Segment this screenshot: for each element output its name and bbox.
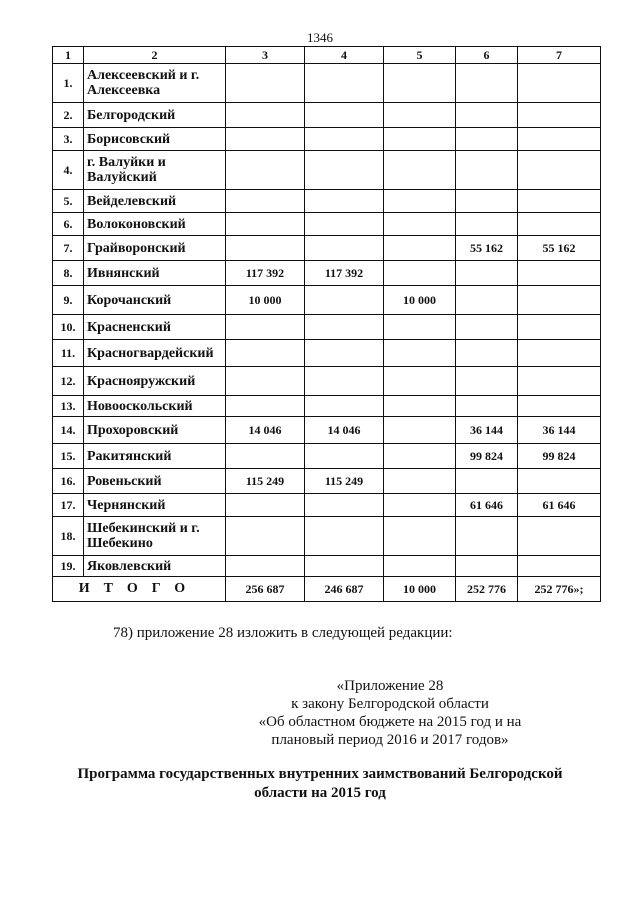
value-cell: 10 000 <box>226 286 305 315</box>
value-cell <box>384 151 456 190</box>
value-cell <box>305 315 384 340</box>
appendix-line: «Об областном бюджете на 2015 год и на <box>258 714 522 730</box>
column-header: 5 <box>384 47 456 64</box>
value-cell <box>384 190 456 213</box>
value-cell <box>305 494 384 517</box>
value-cell: 14 046 <box>226 417 305 444</box>
value-cell <box>384 340 456 367</box>
value-cell <box>456 151 518 190</box>
value-cell <box>305 213 384 236</box>
value-cell <box>384 469 456 494</box>
value-cell <box>305 286 384 315</box>
district-name: Яковлевский <box>84 556 226 577</box>
value-cell <box>518 190 601 213</box>
district-name: Белгородский <box>84 103 226 128</box>
value-cell <box>305 367 384 396</box>
value-cell <box>305 151 384 190</box>
district-name: Ровеньский <box>84 469 226 494</box>
district-name: Вейделевский <box>84 190 226 213</box>
district-name: Шебекинский и г. Шебекино <box>84 517 226 556</box>
column-header: 3 <box>226 47 305 64</box>
value-cell: 55 162 <box>518 236 601 261</box>
table-row <box>53 128 601 151</box>
appendix-line: к закону Белгородской области <box>291 696 489 712</box>
table-row <box>53 556 601 577</box>
table-row <box>53 190 601 213</box>
row-number: 19. <box>53 556 84 577</box>
value-cell <box>384 128 456 151</box>
row-number: 10. <box>53 315 84 340</box>
value-cell <box>384 213 456 236</box>
value-cell <box>456 103 518 128</box>
row-number: 5. <box>53 190 84 213</box>
value-cell: 61 646 <box>518 494 601 517</box>
value-cell <box>456 367 518 396</box>
column-header: 1 <box>53 47 84 64</box>
row-number: 1. <box>53 64 84 103</box>
value-cell <box>518 128 601 151</box>
value-cell <box>226 396 305 417</box>
value-cell: 117 392 <box>226 261 305 286</box>
table-row <box>53 315 601 340</box>
district-name: Краснояружский <box>84 367 226 396</box>
value-cell <box>456 315 518 340</box>
value-cell <box>518 396 601 417</box>
value-cell <box>226 151 305 190</box>
district-name: Алексеевский и г. Алексеевка <box>84 64 226 103</box>
table-row <box>53 444 601 469</box>
program-title <box>60 765 580 803</box>
district-name: г. Валуйки и Валуйский <box>84 151 226 190</box>
value-cell <box>456 261 518 286</box>
value-cell <box>518 286 601 315</box>
value-cell <box>305 103 384 128</box>
table-row <box>53 396 601 417</box>
row-number: 18. <box>53 517 84 556</box>
value-cell: 36 144 <box>518 417 601 444</box>
total-cell: 252 776»; <box>518 577 601 602</box>
value-cell <box>226 128 305 151</box>
district-name: Ивнянский <box>84 261 226 286</box>
program-title-line: области на 2015 год <box>254 785 386 801</box>
total-cell: 10 000 <box>384 577 456 602</box>
value-cell <box>305 64 384 103</box>
row-number: 3. <box>53 128 84 151</box>
districts-table <box>52 46 601 602</box>
district-name: Волоконовский <box>84 213 226 236</box>
appendix-line: плановый период 2016 и 2017 годов» <box>271 732 509 748</box>
district-name: Красногвардейский <box>84 340 226 367</box>
value-cell <box>518 261 601 286</box>
value-cell <box>226 444 305 469</box>
total-label: ИТОГО <box>53 577 226 602</box>
value-cell <box>226 494 305 517</box>
table-row <box>53 417 601 444</box>
value-cell <box>384 367 456 396</box>
district-name: Корочанский <box>84 286 226 315</box>
row-number: 12. <box>53 367 84 396</box>
total-cell: 252 776 <box>456 577 518 602</box>
value-cell <box>456 396 518 417</box>
value-cell <box>384 444 456 469</box>
value-cell <box>456 64 518 103</box>
table-row <box>53 340 601 367</box>
row-number: 11. <box>53 340 84 367</box>
value-cell <box>518 151 601 190</box>
table-row <box>53 103 601 128</box>
value-cell: 115 249 <box>226 469 305 494</box>
table-row <box>53 151 601 190</box>
value-cell <box>518 556 601 577</box>
value-cell <box>384 396 456 417</box>
value-cell <box>226 315 305 340</box>
district-name: Прохоровский <box>84 417 226 444</box>
appendix-heading <box>200 677 580 749</box>
appendix-line: «Приложение 28 <box>336 678 444 694</box>
value-cell <box>305 236 384 261</box>
row-number: 8. <box>53 261 84 286</box>
value-cell <box>384 556 456 577</box>
value-cell <box>456 286 518 315</box>
column-header: 7 <box>518 47 601 64</box>
value-cell <box>305 517 384 556</box>
table-row <box>53 517 601 556</box>
value-cell <box>456 190 518 213</box>
table-row <box>53 236 601 261</box>
value-cell <box>384 517 456 556</box>
value-cell <box>226 340 305 367</box>
value-cell <box>305 190 384 213</box>
value-cell <box>305 444 384 469</box>
value-cell <box>518 469 601 494</box>
value-cell <box>456 128 518 151</box>
value-cell <box>384 103 456 128</box>
value-cell <box>226 103 305 128</box>
value-cell: 36 144 <box>456 417 518 444</box>
value-cell <box>226 190 305 213</box>
value-cell <box>518 213 601 236</box>
value-cell <box>384 494 456 517</box>
district-name: Ракитянский <box>84 444 226 469</box>
value-cell <box>384 236 456 261</box>
column-header: 6 <box>456 47 518 64</box>
value-cell <box>226 517 305 556</box>
value-cell: 61 646 <box>456 494 518 517</box>
row-number: 4. <box>53 151 84 190</box>
value-cell <box>226 367 305 396</box>
row-number: 14. <box>53 417 84 444</box>
district-name: Новооскольский <box>84 396 226 417</box>
table-row <box>53 494 601 517</box>
value-cell: 99 824 <box>518 444 601 469</box>
value-cell <box>305 128 384 151</box>
table-header-row <box>53 47 601 64</box>
value-cell <box>456 213 518 236</box>
value-cell <box>518 103 601 128</box>
value-cell <box>305 340 384 367</box>
value-cell <box>384 417 456 444</box>
value-cell: 117 392 <box>305 261 384 286</box>
row-number: 6. <box>53 213 84 236</box>
value-cell <box>226 64 305 103</box>
program-title-line: Программа государственных внутренних заимствований Белгородской <box>77 766 563 782</box>
value-cell <box>384 315 456 340</box>
value-cell <box>518 340 601 367</box>
value-cell: 55 162 <box>456 236 518 261</box>
row-number: 9. <box>53 286 84 315</box>
value-cell <box>384 261 456 286</box>
district-name: Чернянский <box>84 494 226 517</box>
value-cell <box>456 340 518 367</box>
table-row <box>53 261 601 286</box>
total-row <box>53 577 601 602</box>
value-cell: 10 000 <box>384 286 456 315</box>
value-cell: 14 046 <box>305 417 384 444</box>
table-row <box>53 213 601 236</box>
column-header: 4 <box>305 47 384 64</box>
value-cell <box>518 64 601 103</box>
value-cell <box>305 396 384 417</box>
value-cell <box>226 556 305 577</box>
instruction-text: 78) приложение 28 изложить в следующей редакции: <box>113 625 453 641</box>
table-row <box>53 286 601 315</box>
row-number: 2. <box>53 103 84 128</box>
value-cell <box>518 315 601 340</box>
value-cell: 115 249 <box>305 469 384 494</box>
value-cell <box>518 367 601 396</box>
value-cell <box>226 213 305 236</box>
value-cell <box>456 469 518 494</box>
value-cell <box>226 236 305 261</box>
district-name: Борисовский <box>84 128 226 151</box>
total-cell: 246 687 <box>305 577 384 602</box>
district-name: Грайворонский <box>84 236 226 261</box>
column-header: 2 <box>84 47 226 64</box>
page-number: 1346 <box>307 30 333 45</box>
table-row <box>53 469 601 494</box>
row-number: 13. <box>53 396 84 417</box>
table-row <box>53 64 601 103</box>
table-row <box>53 367 601 396</box>
district-name: Красненский <box>84 315 226 340</box>
row-number: 16. <box>53 469 84 494</box>
value-cell <box>305 556 384 577</box>
value-cell <box>456 517 518 556</box>
value-cell: 99 824 <box>456 444 518 469</box>
value-cell <box>384 64 456 103</box>
row-number: 7. <box>53 236 84 261</box>
value-cell <box>456 556 518 577</box>
row-number: 17. <box>53 494 84 517</box>
total-cell: 256 687 <box>226 577 305 602</box>
value-cell <box>518 517 601 556</box>
row-number: 15. <box>53 444 84 469</box>
